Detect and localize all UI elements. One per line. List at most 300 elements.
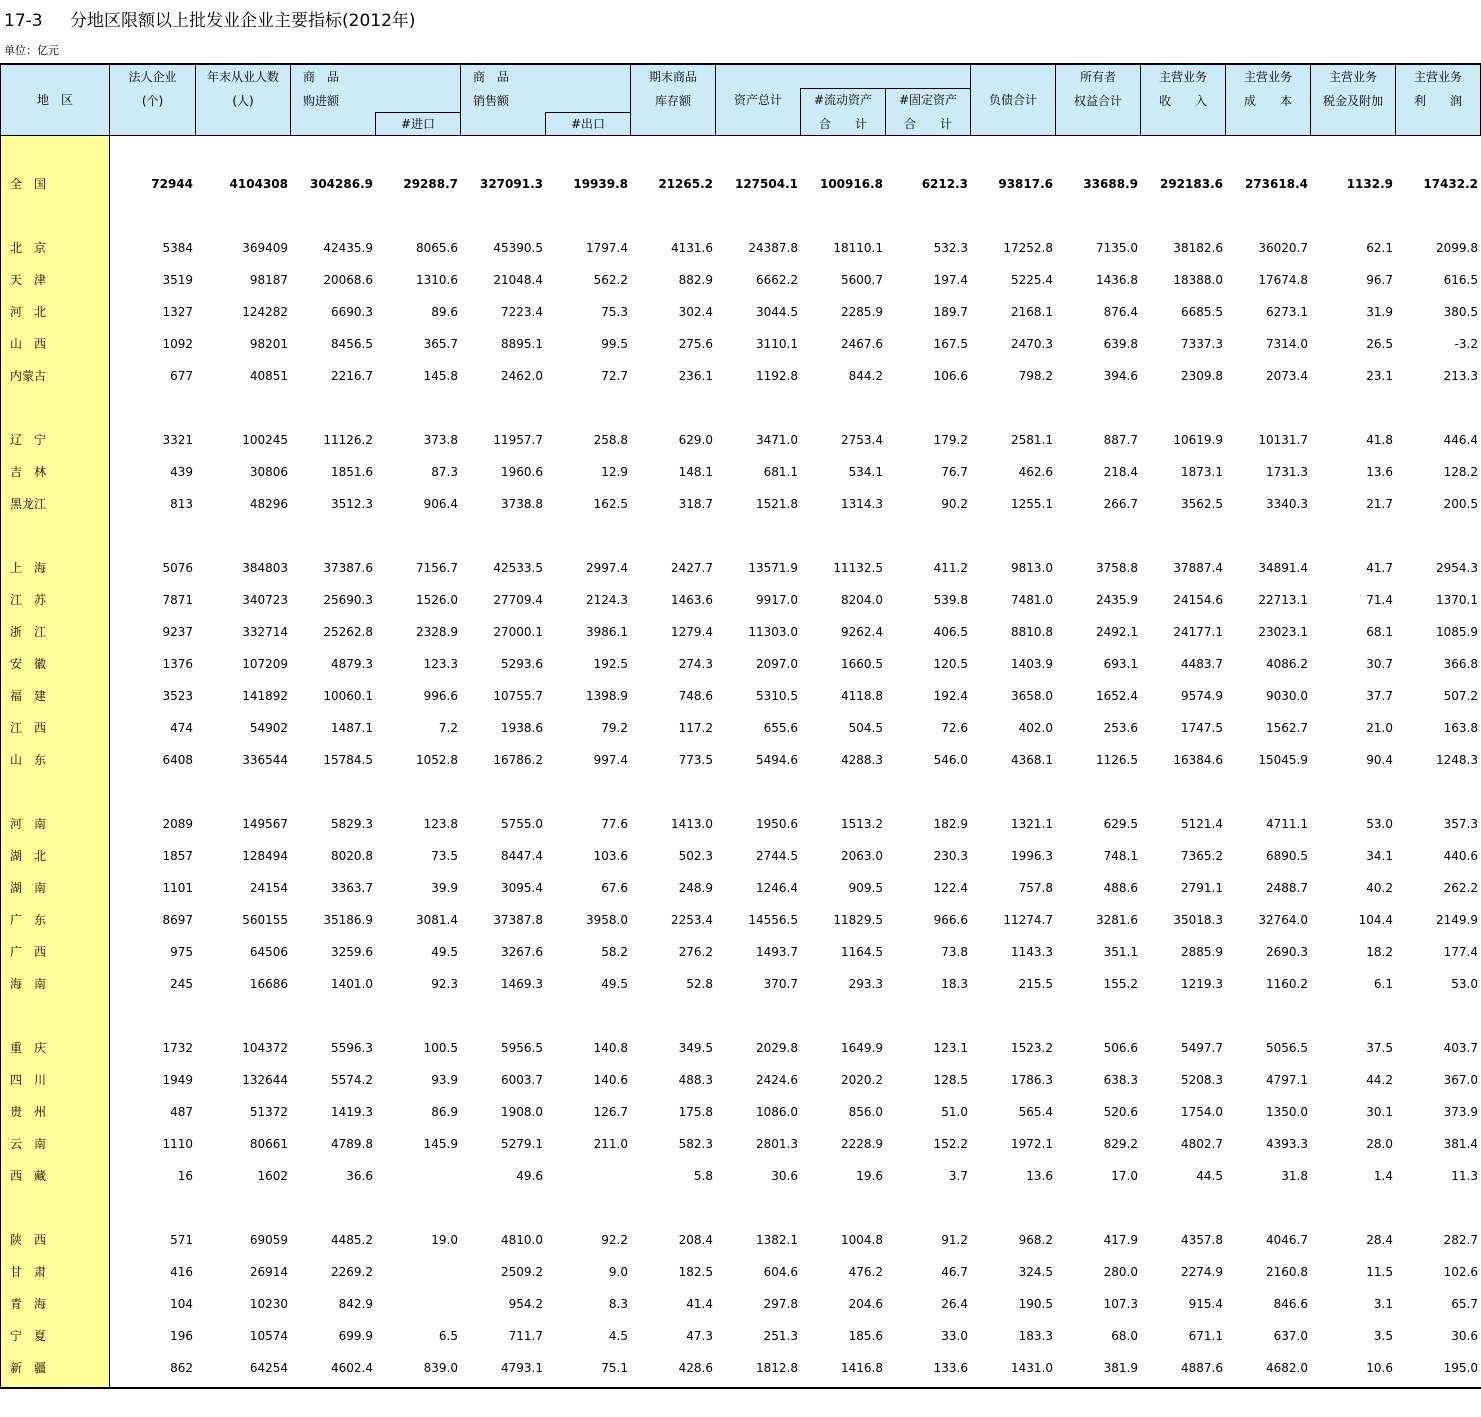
table-cell: 16686	[249, 977, 288, 991]
table-cell: 192.4	[933, 689, 968, 703]
table-cell: 31.9	[1366, 305, 1393, 319]
table-cell: 506.6	[1103, 1041, 1138, 1055]
table-cell: 1754.0	[1181, 1105, 1223, 1119]
table-cell: 266.7	[1103, 497, 1138, 511]
table-cell: 196	[170, 1329, 193, 1343]
table-cell: 3044.5	[756, 305, 798, 319]
table-cell: 571	[170, 1233, 193, 1247]
table-cell: 25690.3	[323, 593, 373, 607]
table-cell: 856.0	[848, 1105, 883, 1119]
table-cell: 1493.7	[756, 945, 798, 959]
table-cell: 37.7	[1366, 689, 1393, 703]
table-row	[0, 432, 1481, 448]
table-cell: 1321.1	[1011, 817, 1053, 831]
table-cell: 17252.8	[1003, 241, 1053, 255]
region-name: 四 川	[10, 1073, 47, 1087]
table-cell: 5384	[162, 241, 193, 255]
table-cell: 562.2	[593, 273, 628, 287]
table-cell: 3512.3	[331, 497, 373, 511]
region-name: 黑龙江	[10, 497, 47, 511]
table-cell: 813	[170, 497, 193, 511]
table-cell: 2690.3	[1266, 945, 1308, 959]
table-cell: 100.5	[423, 1041, 458, 1055]
table-row	[0, 1264, 1481, 1280]
table-cell: 839.0	[423, 1361, 458, 1375]
table-cell: 1908.0	[501, 1105, 543, 1119]
table-row	[0, 1328, 1481, 1344]
table-cell: 4887.6	[1181, 1361, 1223, 1375]
header-revenue: 主营业务 收 入	[1158, 70, 1207, 108]
table-cell: 366.8	[1443, 657, 1478, 671]
table-cell: 439	[170, 465, 193, 479]
table-cell: 616.5	[1443, 273, 1478, 287]
table-cell: 49.5	[601, 977, 628, 991]
table-cell: 1949	[162, 1073, 193, 1087]
table-cell: 49.5	[431, 945, 458, 959]
table-cell: 1164.5	[841, 945, 883, 959]
region-name: 江 苏	[10, 593, 47, 607]
table-cell: 1376	[162, 657, 193, 671]
table-cell: 175.8	[678, 1105, 713, 1119]
table-cell: 31.8	[1281, 1169, 1308, 1183]
table-cell: 275.6	[678, 337, 713, 351]
table-cell: 487	[170, 1105, 193, 1119]
header-divider	[290, 65, 291, 135]
table-cell: 6.5	[438, 1329, 458, 1343]
table-cell: 292183.6	[1159, 177, 1223, 191]
table-cell: 629.5	[1103, 817, 1138, 831]
table-bottom-border	[0, 1387, 1481, 1389]
table-cell: 954.2	[508, 1297, 543, 1311]
table-cell: 30.7	[1366, 657, 1393, 671]
table-cell: 748.1	[1103, 849, 1138, 863]
table-cell: 6.1	[1373, 977, 1393, 991]
table-cell: 2097.0	[756, 657, 798, 671]
table-cell: 11132.5	[833, 561, 883, 575]
table-cell: 6408	[162, 753, 193, 767]
table-cell: 9.0	[608, 1265, 628, 1279]
table-cell: 844.2	[848, 369, 883, 383]
table-cell: 41.8	[1366, 433, 1393, 447]
table-cell: 13571.9	[748, 561, 798, 575]
table-cell: 8697	[162, 913, 193, 927]
table-cell: 37387.6	[323, 561, 373, 575]
table-cell: 829.2	[1103, 1137, 1138, 1151]
table-cell: 1436.8	[1096, 273, 1138, 287]
table-cell: 8810.8	[1011, 625, 1053, 639]
table-cell: 87.3	[431, 465, 458, 479]
table-cell: 1950.6	[756, 817, 798, 831]
table-cell: 10574	[249, 1329, 288, 1343]
table-cell: 968.2	[1018, 1233, 1053, 1247]
table-row	[0, 688, 1481, 704]
table-cell: 748.6	[678, 689, 713, 703]
table-cell: 28.4	[1366, 1233, 1393, 1247]
table-cell: 9237	[162, 625, 193, 639]
table-cell: 36020.7	[1258, 241, 1308, 255]
table-cell: 1812.8	[756, 1361, 798, 1375]
table-cell: 3.7	[948, 1169, 968, 1183]
table-cell: 33.0	[941, 1329, 968, 1343]
table-cell: 2581.1	[1011, 433, 1053, 447]
table-cell: 7135.0	[1096, 241, 1138, 255]
table-cell: 51372	[249, 1105, 288, 1119]
table-cell: 2099.8	[1436, 241, 1478, 255]
table-cell: 1.4	[1373, 1169, 1393, 1183]
table-cell: 9574.9	[1181, 689, 1223, 703]
header-current-assets: #流动资产 合 计	[813, 93, 873, 131]
table-cell: 446.4	[1443, 433, 1478, 447]
table-cell: 5279.1	[501, 1137, 543, 1151]
region-name: 河 北	[10, 305, 47, 319]
table-cell: 3562.5	[1181, 497, 1223, 511]
region-name: 西 藏	[10, 1169, 47, 1183]
table-cell: 46.7	[941, 1265, 968, 1279]
table-cell: 67.6	[601, 881, 628, 895]
table-cell: 1192.8	[756, 369, 798, 383]
table-cell: 3.5	[1373, 1329, 1393, 1343]
table-cell: 1857	[162, 849, 193, 863]
table-cell: 92.2	[601, 1233, 628, 1247]
table-cell: 8020.8	[331, 849, 373, 863]
table-cell: 2744.5	[756, 849, 798, 863]
table-cell: 1327	[162, 305, 193, 319]
table-cell: 966.6	[933, 913, 968, 927]
table-cell: 5600.7	[841, 273, 883, 287]
table-cell: 1350.0	[1266, 1105, 1308, 1119]
table-cell: 73.5	[431, 849, 458, 863]
table-cell: 127504.1	[734, 177, 798, 191]
table-cell: 2492.1	[1096, 625, 1138, 639]
table-row	[0, 272, 1481, 288]
table-cell: 32764.0	[1258, 913, 1308, 927]
header-tax: 主营业务 税金及附加	[1322, 70, 1383, 108]
table-cell: 2309.8	[1181, 369, 1223, 383]
table-cell: 11303.0	[748, 625, 798, 639]
table-cell: 2885.9	[1181, 945, 1223, 959]
table-cell: 49.6	[516, 1169, 543, 1183]
table-cell: 3281.6	[1096, 913, 1138, 927]
table-cell: 582.3	[678, 1137, 713, 1151]
table-cell: 10230	[249, 1297, 288, 1311]
table-cell: 24177.1	[1173, 625, 1223, 639]
header-legal-entities: 法人企业 (个)	[128, 70, 177, 108]
table-cell: 2089	[162, 817, 193, 831]
table-cell: 6273.1	[1266, 305, 1308, 319]
table-cell: 462.6	[1018, 465, 1053, 479]
region-name: 广 东	[10, 913, 47, 927]
table-cell: 10131.7	[1258, 433, 1308, 447]
table-cell: 5225.4	[1011, 273, 1053, 287]
table-cell: 25262.8	[323, 625, 373, 639]
region-name: 云 南	[10, 1137, 47, 1151]
table-cell: 37387.8	[493, 913, 543, 927]
table-cell: 8204.0	[841, 593, 883, 607]
table-cell: 141892	[242, 689, 288, 703]
table-row	[0, 368, 1481, 384]
table-cell: 102.6	[1443, 1265, 1478, 1279]
table-cell: 17674.8	[1258, 273, 1308, 287]
table-cell: 520.6	[1103, 1105, 1138, 1119]
table-cell: 93817.6	[998, 177, 1053, 191]
table-cell: 1132.9	[1346, 177, 1393, 191]
table-cell: 4086.2	[1266, 657, 1308, 671]
table-cell: 53.0	[1366, 817, 1393, 831]
table-cell: 2470.3	[1011, 337, 1053, 351]
table-cell: 1004.8	[841, 1233, 883, 1247]
table-cell: 5208.3	[1181, 1073, 1223, 1087]
table-cell: 4711.1	[1266, 817, 1308, 831]
table-cell: 92.3	[431, 977, 458, 991]
table-cell: 4602.4	[331, 1361, 373, 1375]
table-cell: 26.4	[941, 1297, 968, 1311]
table-cell: 152.2	[933, 1137, 968, 1151]
region-name: 海 南	[10, 977, 47, 991]
table-cell: 906.4	[423, 497, 458, 511]
table-row	[0, 560, 1481, 576]
table-cell: 2253.4	[671, 913, 713, 927]
region-name: 内蒙古	[10, 369, 47, 383]
table-cell: 204.6	[848, 1297, 883, 1311]
table-title: 分地区限额以上批发业企业主要指标(2012年)	[70, 11, 416, 31]
table-cell: 100916.8	[819, 177, 883, 191]
table-cell: 276.2	[678, 945, 713, 959]
table-cell: 117.2	[678, 721, 713, 735]
table-cell: 1521.8	[756, 497, 798, 511]
table-cell: 73.8	[941, 945, 968, 959]
table-cell: 177.4	[1443, 945, 1478, 959]
table-cell: 2216.7	[331, 369, 373, 383]
table-cell: 1401.0	[331, 977, 373, 991]
table-cell: 560155	[242, 913, 288, 927]
table-cell: 2269.2	[331, 1265, 373, 1279]
table-cell: 2801.3	[756, 1137, 798, 1151]
table-cell: 1248.3	[1436, 753, 1478, 767]
region-name: 山 西	[10, 337, 47, 351]
table-cell: 80661	[249, 1137, 288, 1151]
table-cell: 4046.7	[1266, 1233, 1308, 1247]
table-cell: 19.6	[856, 1169, 883, 1183]
table-cell: 58.2	[601, 945, 628, 959]
table-cell: 37887.4	[1173, 561, 1223, 575]
table-cell: 132644	[242, 1073, 288, 1087]
table-cell: 2328.9	[416, 625, 458, 639]
table-cell: 34.1	[1366, 849, 1393, 863]
table-cell: 887.7	[1103, 433, 1138, 447]
table-cell: 26.5	[1366, 337, 1393, 351]
table-cell: 1649.9	[841, 1041, 883, 1055]
table-cell: 24154.6	[1173, 593, 1223, 607]
table-cell: 37.5	[1366, 1041, 1393, 1055]
table-cell: 1851.6	[331, 465, 373, 479]
table-cell: 1413.0	[671, 817, 713, 831]
table-cell: 629.0	[678, 433, 713, 447]
table-cell: 4483.7	[1181, 657, 1223, 671]
table-cell: 324.5	[1018, 1265, 1053, 1279]
header-purchases: 商 品 购进额	[302, 70, 339, 108]
table-cell: 1731.3	[1266, 465, 1308, 479]
table-cell: 504.5	[848, 721, 883, 735]
table-cell: 5494.6	[756, 753, 798, 767]
table-cell: 230.3	[933, 849, 968, 863]
table-cell: 140.6	[593, 1073, 628, 1087]
table-cell: 48296	[249, 497, 288, 511]
table-cell: 6662.2	[756, 273, 798, 287]
table-cell: 369409	[242, 241, 288, 255]
table-cell: 534.1	[848, 465, 883, 479]
table-cell: 1160.2	[1266, 977, 1308, 991]
table-cell: 2791.1	[1181, 881, 1223, 895]
table-cell: 5293.6	[501, 657, 543, 671]
table-cell: 155.2	[1103, 977, 1138, 991]
table-cell: 2228.9	[841, 1137, 883, 1151]
table-cell: 2160.8	[1266, 1265, 1308, 1279]
table-cell: 8.3	[608, 1297, 628, 1311]
table-cell: 7365.2	[1181, 849, 1223, 863]
table-cell: 208.4	[678, 1233, 713, 1247]
table-cell: 1370.1	[1436, 593, 1478, 607]
table-cell: 11.5	[1366, 1265, 1393, 1279]
table-cell: 236.1	[678, 369, 713, 383]
region-name: 江 西	[10, 721, 47, 735]
table-cell: 19.0	[431, 1233, 458, 1247]
table-cell: 21048.4	[493, 273, 543, 287]
table-cell: 41.4	[686, 1297, 713, 1311]
region-name: 广 西	[10, 945, 47, 959]
table-cell: 2168.1	[1011, 305, 1053, 319]
table-cell: 3758.8	[1096, 561, 1138, 575]
table-cell: 1310.6	[416, 273, 458, 287]
table-cell: 4793.1	[501, 1361, 543, 1375]
table-cell: 4485.2	[331, 1233, 373, 1247]
table-cell: 416	[170, 1265, 193, 1279]
table-cell: 104	[170, 1297, 193, 1311]
table-cell: 3363.7	[331, 881, 373, 895]
region-name: 湖 北	[10, 849, 47, 863]
table-cell: 12.9	[601, 465, 628, 479]
region-name: 全 国	[10, 177, 47, 191]
table-cell: 1255.1	[1011, 497, 1053, 511]
page-title	[4, 6, 416, 31]
table-cell: 64254	[249, 1361, 288, 1375]
table-cell: 27709.4	[493, 593, 543, 607]
table-cell: 51.0	[941, 1105, 968, 1119]
table-cell: 394.6	[1103, 369, 1138, 383]
table-cell: 6690.3	[331, 305, 373, 319]
region-name: 福 建	[10, 689, 47, 703]
table-cell: 1996.3	[1011, 849, 1053, 863]
table-cell: 1960.6	[501, 465, 543, 479]
table-cell: 882.9	[678, 273, 713, 287]
table-cell: 167.5	[933, 337, 968, 351]
table-cell: 332714	[242, 625, 288, 639]
header-divider	[460, 65, 461, 135]
unit-label: 单位：亿元	[4, 44, 59, 57]
table-cell: 3.1	[1373, 1297, 1393, 1311]
table-cell: 34891.4	[1258, 561, 1308, 575]
table-cell: 3340.3	[1266, 497, 1308, 511]
table-cell: 1403.9	[1011, 657, 1053, 671]
table-cell: 123.1	[933, 1041, 968, 1055]
table-cell: 18.3	[941, 977, 968, 991]
table-cell: 9262.4	[841, 625, 883, 639]
table-cell: 91.2	[941, 1233, 968, 1247]
table-row	[0, 1360, 1481, 1376]
table-row	[0, 1232, 1481, 1248]
region-name: 安 徽	[10, 657, 47, 671]
table-cell: 1219.3	[1181, 977, 1223, 991]
table-cell: 2029.8	[756, 1041, 798, 1055]
table-cell: 38182.6	[1173, 241, 1223, 255]
table-cell: 21265.2	[658, 177, 713, 191]
table-cell: 1523.2	[1011, 1041, 1053, 1055]
table-cell: 123.3	[423, 657, 458, 671]
table-row	[0, 752, 1481, 768]
table-cell: 69059	[249, 1233, 288, 1247]
table-cell: 122.4	[933, 881, 968, 895]
table-cell: 3471.0	[756, 433, 798, 447]
table-cell: 21.0	[1366, 721, 1393, 735]
table-cell: 16384.6	[1173, 753, 1223, 767]
table-cell: 8456.5	[331, 337, 373, 351]
table-row	[0, 912, 1481, 928]
table-cell: 3081.4	[416, 913, 458, 927]
table-cell: 52.8	[686, 977, 713, 991]
table-cell: 4357.8	[1181, 1233, 1223, 1247]
table-cell: 251.3	[763, 1329, 798, 1343]
table-row	[0, 816, 1481, 832]
table-cell: 218.4	[1103, 465, 1138, 479]
table-cell: 93.9	[431, 1073, 458, 1087]
region-name: 吉 林	[10, 465, 47, 479]
table-cell: 211.0	[593, 1137, 628, 1151]
table-cell: 5.8	[693, 1169, 713, 1183]
table-cell: 6890.5	[1266, 849, 1308, 863]
table-cell: 262.2	[1443, 881, 1478, 895]
table-cell: 5829.3	[331, 817, 373, 831]
table-cell: 1747.5	[1181, 721, 1223, 735]
table-cell: 76.7	[941, 465, 968, 479]
table-cell: 28.0	[1366, 1137, 1393, 1151]
table-cell: 9030.0	[1266, 689, 1308, 703]
table-cell: 1972.1	[1011, 1137, 1053, 1151]
table-cell: 98201	[249, 337, 288, 351]
table-cell: 1279.4	[671, 625, 713, 639]
table-cell: 1487.1	[331, 721, 373, 735]
table-cell: 133.6	[933, 1361, 968, 1375]
table-cell: 20068.6	[323, 273, 373, 287]
table-cell: 5310.5	[756, 689, 798, 703]
table-cell: 72.6	[941, 721, 968, 735]
header-cost: 主营业务 成 本	[1243, 70, 1292, 108]
table-cell: 54902	[249, 721, 288, 735]
table-cell: 1398.9	[586, 689, 628, 703]
region-name: 浙 江	[10, 625, 47, 639]
table-cell: 367.0	[1443, 1073, 1478, 1087]
table-cell: 5596.3	[331, 1041, 373, 1055]
table-cell: 2435.9	[1096, 593, 1138, 607]
table-row	[0, 496, 1481, 512]
table-cell: 381.4	[1443, 1137, 1478, 1151]
table-cell: 5076	[162, 561, 193, 575]
table-cell: 3110.1	[756, 337, 798, 351]
table-cell: 62.1	[1366, 241, 1393, 255]
table-cell: 297.8	[763, 1297, 798, 1311]
table-cell: 773.5	[678, 753, 713, 767]
table-row	[0, 656, 1481, 672]
table-cell: 2462.0	[501, 369, 543, 383]
table-cell: 280.0	[1103, 1265, 1138, 1279]
